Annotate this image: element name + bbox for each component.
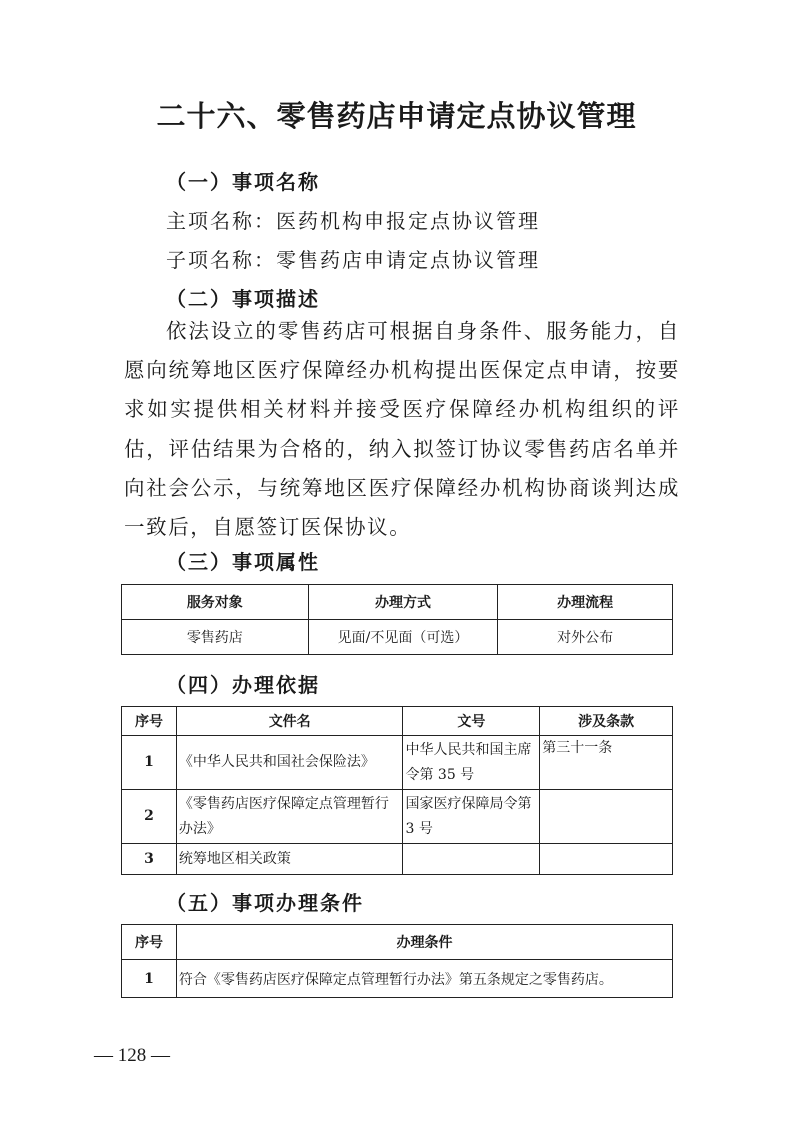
header-document-name: 文件名	[176, 707, 403, 736]
conditions-table	[121, 924, 673, 998]
table-row	[122, 844, 673, 875]
cell-document-name: 《中华人民共和国社会保险法》	[176, 736, 403, 790]
header-handling-method: 办理方式	[308, 585, 498, 620]
main-item-name: 主项名称：医药机构申报定点协议管理	[166, 209, 540, 233]
table-row	[122, 960, 673, 998]
cell-document-ref	[403, 844, 540, 875]
cell-clauses	[540, 844, 673, 875]
cell-no: 1	[122, 960, 177, 998]
sub-item-name: 子项名称：零售药店申请定点协议管理	[166, 248, 540, 272]
cell-service-target: 零售药店	[122, 620, 309, 655]
attributes-table	[121, 584, 673, 655]
cell-document-ref: 中华人民共和国主席令第 35 号	[403, 736, 540, 790]
table-row	[122, 620, 673, 655]
cell-no: 1	[122, 736, 177, 790]
page-number: — 128 —	[94, 1045, 170, 1066]
table-header-row	[122, 707, 673, 736]
cell-no: 3	[122, 844, 177, 875]
section-heading-legal-basis: （四）办理依据	[166, 673, 320, 697]
cell-document-name: 《零售药店医疗保障定点管理暂行办法》	[176, 790, 403, 844]
cell-condition: 符合《零售药店医疗保障定点管理暂行办法》第五条规定之零售药店。	[176, 960, 672, 998]
table-header-row	[122, 925, 673, 960]
header-document-ref: 文号	[403, 707, 540, 736]
section-heading-item-name: （一）事项名称	[166, 170, 320, 194]
header-clauses: 涉及条款	[540, 707, 673, 736]
cell-handling-method: 见面/不见面（可选）	[308, 620, 498, 655]
table-header-row	[122, 585, 673, 620]
header-condition: 办理条件	[176, 925, 672, 960]
section-heading-conditions: （五）事项办理条件	[166, 891, 364, 915]
cell-document-ref: 国家医疗保障局令第 3 号	[403, 790, 540, 844]
section-heading-attributes: （三）事项属性	[166, 550, 320, 574]
header-no: 序号	[122, 707, 177, 736]
cell-document-name: 统筹地区相关政策	[176, 844, 403, 875]
header-handling-process: 办理流程	[498, 585, 673, 620]
section-heading-description: （二）事项描述	[166, 287, 320, 311]
cell-no: 2	[122, 790, 177, 844]
cell-handling-process: 对外公布	[498, 620, 673, 655]
item-description: 依法设立的零售药店可根据自身条件、服务能力，自愿向统筹地区医疗保障经办机构提出医保定点申请，按要求如实提供相关材料并接受医疗保障经办机构组织的评估，评估结果为合格的，纳入拟签订协议零售药店名单并向社会公示，与统筹地区医疗保障经办机构协商谈判达成一致后，自愿签订医保协议。	[124, 319, 680, 540]
legal-basis-table	[121, 706, 673, 875]
page-title: 二十六、零售药店申请定点协议管理	[156, 99, 637, 133]
table-row	[122, 736, 673, 790]
cell-clauses	[540, 790, 673, 844]
header-service-target: 服务对象	[122, 585, 309, 620]
table-row	[122, 790, 673, 844]
header-no: 序号	[122, 925, 177, 960]
cell-clauses: 第三十一条	[540, 736, 673, 790]
